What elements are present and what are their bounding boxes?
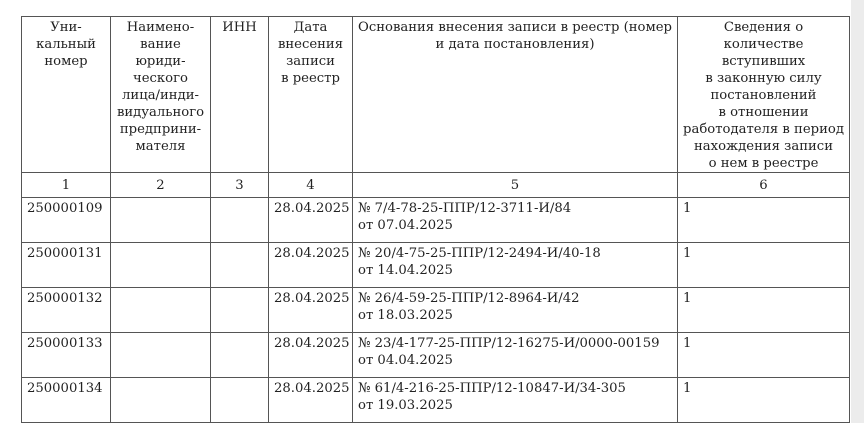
cell-entry-date: 28.04.2025: [269, 378, 353, 423]
table-row: [22, 288, 850, 333]
cell-entity-name: [111, 198, 211, 243]
header-entry-basis: Основания внесения записи в реестр (номер и дата постановления): [353, 17, 678, 173]
cell-unique-number: 250000109: [22, 198, 111, 243]
column-number: 4: [269, 173, 353, 198]
table-row: [22, 333, 850, 378]
cell-resolutions-count: 1: [678, 288, 850, 333]
header-entity-name: Наимено- вание юриди- ческого лица/инди- видуального предприни- мателя: [111, 17, 211, 173]
cell-entry-basis: № 20/4-75-25-ППР/12-2494-И/40-18 от 14.04.2025: [353, 243, 678, 288]
cell-entity-name: [111, 333, 211, 378]
header-unique-number: Уни- кальный номер: [22, 17, 111, 173]
column-number: 1: [22, 173, 111, 198]
cell-inn: [211, 333, 269, 378]
column-number: 5: [353, 173, 678, 198]
cell-inn: [211, 288, 269, 333]
cell-entity-name: [111, 288, 211, 333]
column-number: 3: [211, 173, 269, 198]
cell-resolutions-count: 1: [678, 243, 850, 288]
cell-resolutions-count: 1: [678, 198, 850, 243]
cell-entry-basis: № 26/4-59-25-ППР/12-8964-И/42 от 18.03.2025: [353, 288, 678, 333]
cell-entry-date: 28.04.2025: [269, 288, 353, 333]
table-row: [22, 198, 850, 243]
cell-entity-name: [111, 243, 211, 288]
cell-inn: [211, 378, 269, 423]
column-number-row: [22, 173, 850, 198]
cell-unique-number: 250000134: [22, 378, 111, 423]
cell-entry-date: 28.04.2025: [269, 333, 353, 378]
table-row: [22, 243, 850, 288]
header-inn: ИНН: [211, 17, 269, 173]
cell-entry-date: 28.04.2025: [269, 243, 353, 288]
cell-resolutions-count: 1: [678, 333, 850, 378]
cell-unique-number: 250000132: [22, 288, 111, 333]
cell-entry-basis: № 7/4-78-25-ППР/12-3711-И/84 от 07.04.2025: [353, 198, 678, 243]
cell-entity-name: [111, 378, 211, 423]
cell-entry-basis: № 23/4-177-25-ППР/12-16275-И/0000-00159 от 04.04.2025: [353, 333, 678, 378]
registry-table: [21, 16, 850, 423]
cell-unique-number: 250000131: [22, 243, 111, 288]
cell-inn: [211, 198, 269, 243]
header-resolutions-count: Сведения о количестве вступивших в законную силу постановлений в отношении работодателя в период нахождения записи о нем в реестре: [678, 17, 850, 173]
cell-unique-number: 250000133: [22, 333, 111, 378]
column-number: 2: [111, 173, 211, 198]
cell-entry-date: 28.04.2025: [269, 198, 353, 243]
column-number: 6: [678, 173, 850, 198]
header-row: [22, 17, 850, 173]
header-entry-date: Дата внесения записи в реестр: [269, 17, 353, 173]
cell-resolutions-count: 1: [678, 378, 850, 423]
cell-inn: [211, 243, 269, 288]
cell-entry-basis: № 61/4-216-25-ППР/12-10847-И/34-305 от 19.03.2025: [353, 378, 678, 423]
table-row: [22, 378, 850, 423]
